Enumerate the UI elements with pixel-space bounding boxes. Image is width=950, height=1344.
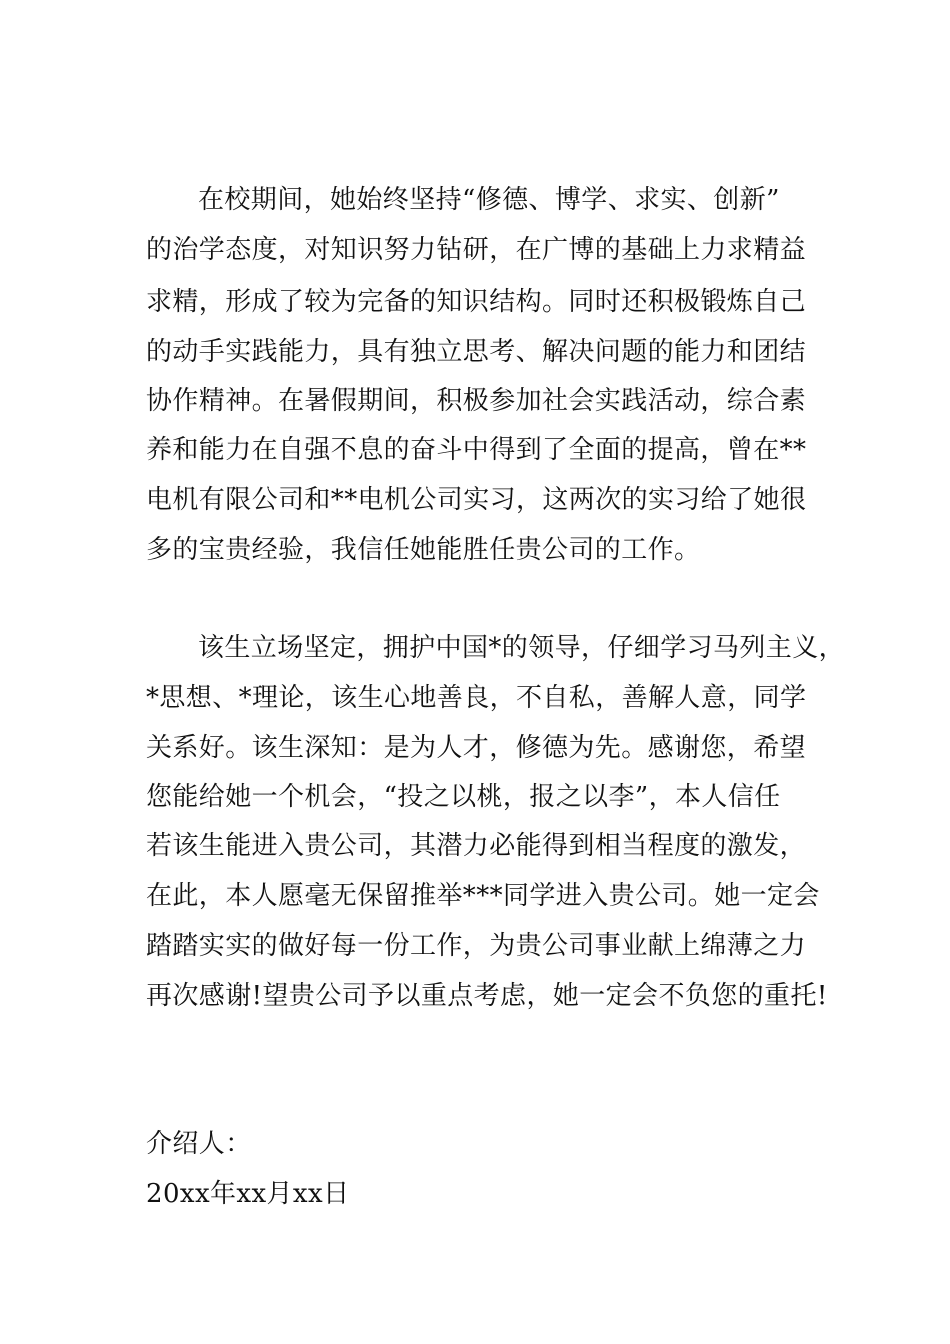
paragraph-1-line: 在校期间，她始终坚持“修德、博学、求实、创新” xyxy=(198,185,780,215)
paragraph-2-line: 再次感谢!望贵公司予以重点考虑，她一定会不负您的重托! xyxy=(146,981,828,1011)
paragraph-2-line: 在此，本人愿毫无保留推举***同学进入贵公司。她一定会 xyxy=(146,881,820,911)
paragraph-1-line: 养和能力在自强不息的奋斗中得到了全面的提高，曾在** xyxy=(146,435,807,465)
paragraph-1-line: 的治学态度，对知识努力钻研，在广博的基础上力求精益 xyxy=(146,235,807,265)
paragraph-1-line: 多的宝贵经验，我信任她能胜任贵公司的工作。 xyxy=(146,535,701,565)
paragraph-2-line: *思想、*理论，该生心地善良，不自私，善解人意，同学 xyxy=(146,683,807,713)
paragraph-2-line: 该生立场坚定，拥护中国*的领导，仔细学习马列主义， xyxy=(198,633,846,663)
paragraph-1-line: 的动手实践能力，具有独立思考、解决问题的能力和团结 xyxy=(146,337,807,367)
paragraph-2-line: 关系好。该生深知：是为人才，修德为先。感谢您，希望 xyxy=(146,733,807,763)
date-line: 20xx年xx月xx日 xyxy=(146,1179,350,1209)
paragraph-1-line: 协作精神。在暑假期间，积极参加社会实践活动，综合素 xyxy=(146,386,807,416)
paragraph-2-line: 您能给她一个机会，“投之以桃，报之以李”，本人信任 xyxy=(146,782,781,812)
paragraph-2-line: 踏踏实实的做好每一份工作，为贵公司事业献上绵薄之力 xyxy=(146,931,807,961)
paragraph-1-line: 求精，形成了较为完备的知识结构。同时还积极锻炼自己 xyxy=(146,287,807,317)
paragraph-1-line: 电机有限公司和**电机公司实习，这两次的实习给了她很 xyxy=(146,485,807,515)
paragraph-2-line: 若该生能进入贵公司，其潜力必能得到相当程度的激发， xyxy=(146,831,807,861)
signature-label: 介绍人： xyxy=(146,1129,252,1159)
